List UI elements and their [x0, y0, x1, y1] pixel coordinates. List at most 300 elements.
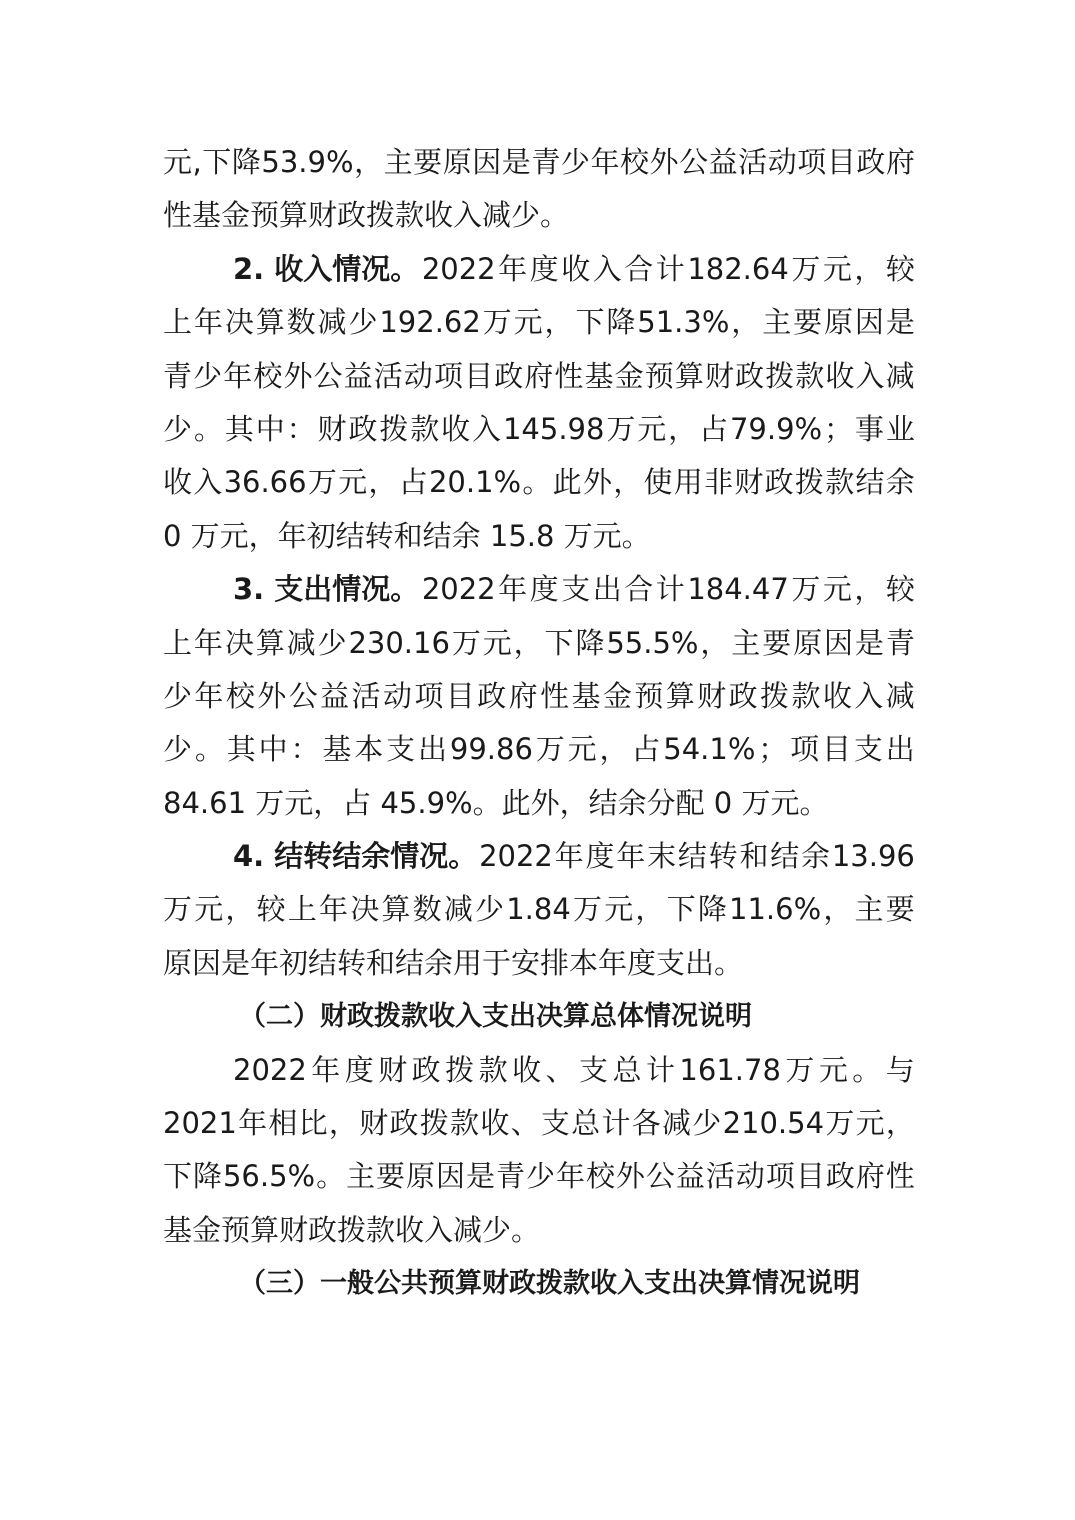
- glyph: 元: [855, 1106, 885, 1141]
- glyph: 款: [795, 358, 825, 393]
- glyph: 性: [885, 1159, 915, 1194]
- glyph: 55.5%: [606, 625, 699, 660]
- glyph: 动: [735, 1159, 765, 1194]
- text-line: [163, 243, 915, 296]
- text-line: [163, 189, 915, 242]
- glyph: 年: [498, 251, 528, 286]
- glyph: 业: [885, 411, 915, 446]
- glyph: 决: [224, 625, 254, 660]
- glyph: 用: [673, 465, 703, 500]
- text-line: [163, 403, 915, 456]
- glyph: 校: [225, 678, 255, 713]
- glyph: 基: [322, 732, 352, 767]
- glyph: 府: [508, 678, 538, 713]
- glyph: 。: [193, 411, 223, 446]
- glyph: 性: [554, 358, 584, 393]
- glyph: 少: [560, 145, 590, 179]
- glyph: 53.9%: [261, 145, 354, 179]
- glyph: 145.98: [502, 411, 605, 446]
- glyph: 与: [885, 1052, 915, 1087]
- glyph: 预: [644, 358, 674, 393]
- glyph: 青: [495, 1159, 525, 1194]
- glyph: 款: [791, 678, 821, 713]
- glyph: 年: [590, 145, 620, 179]
- glyph: 总: [571, 1106, 601, 1141]
- glyph: 2021: [163, 1106, 237, 1141]
- glyph: 原: [442, 145, 472, 179]
- glyph: 支: [853, 732, 883, 767]
- glyph: 相: [268, 1106, 298, 1141]
- glyph: 其: [226, 732, 256, 767]
- glyph: ；: [824, 411, 854, 446]
- glyph: 元: [604, 892, 634, 927]
- glyph: 2022: [421, 251, 496, 286]
- glyph: 活: [373, 358, 403, 393]
- glyph: 支: [561, 572, 591, 607]
- glyph: ，: [328, 1106, 358, 1141]
- glyph: 拨: [419, 1106, 449, 1141]
- glyph: 下: [202, 145, 232, 179]
- glyph: 是: [466, 1159, 496, 1194]
- glyph: 年: [193, 305, 223, 340]
- glyph: 降: [192, 1159, 222, 1194]
- glyph: ，: [354, 145, 384, 179]
- glyph: 元: [567, 732, 597, 767]
- glyph: 算: [255, 625, 285, 660]
- glyph: 政: [477, 678, 507, 713]
- glyph: 计: [655, 251, 685, 286]
- glyph: 较: [256, 892, 286, 927]
- glyph: 减: [885, 358, 915, 393]
- glyph: 是: [854, 625, 884, 660]
- glyph: 因: [472, 145, 502, 179]
- glyph: 款: [825, 465, 855, 500]
- text-line: [163, 350, 915, 403]
- glyph: 中: [258, 732, 288, 767]
- glyph: ，: [854, 251, 884, 286]
- glyph: 、: [545, 1052, 575, 1087]
- glyph: 入: [855, 358, 885, 393]
- glyph: 校: [619, 145, 649, 179]
- glyph: 预: [634, 678, 664, 713]
- glyph: 入: [592, 251, 622, 286]
- glyph: 降: [606, 305, 636, 340]
- line-text: 性基金预算财政拨款收入减少。: [163, 198, 570, 233]
- glyph: 下: [544, 625, 574, 660]
- glyph: ：: [286, 411, 316, 446]
- glyph: 2022: [479, 839, 553, 874]
- glyph: 主: [731, 625, 761, 660]
- glyph: 少: [692, 1106, 722, 1141]
- glyph: 。: [194, 732, 224, 767]
- glyph: 财: [317, 411, 347, 446]
- glyph: ；: [758, 732, 788, 767]
- glyph: 56.5%: [222, 1159, 316, 1194]
- glyph: 主: [854, 892, 884, 927]
- line-text: 基金预算财政拨款收入减少。: [163, 1212, 541, 1247]
- text-line: [163, 937, 915, 990]
- glyph: 计: [601, 1106, 631, 1141]
- glyph: 减: [286, 625, 316, 660]
- glyph: 主: [762, 305, 792, 340]
- glyph: 13.96: [831, 839, 915, 874]
- glyph: 府: [885, 145, 915, 179]
- glyph: 万: [163, 892, 193, 927]
- item-lead: 4. 结转结余情况。: [233, 839, 478, 874]
- line-text: 84.61 万元，占 45.9%。此外，结余分配 0 万元。: [163, 785, 829, 820]
- glyph: 入: [193, 465, 223, 500]
- glyph: 金: [614, 358, 644, 393]
- glyph: 年: [238, 1106, 268, 1141]
- glyph: 拨: [379, 411, 409, 446]
- glyph: 项: [790, 732, 820, 767]
- glyph: 非: [704, 465, 734, 500]
- line-text: 原因是年初结转和结余用于安排本年度支出。: [163, 945, 744, 980]
- glyph: 拨: [445, 1052, 475, 1087]
- glyph: 万: [535, 732, 565, 767]
- glyph: ，: [635, 892, 665, 927]
- glyph: 出: [418, 732, 448, 767]
- glyph: 决: [350, 892, 380, 927]
- glyph: 万: [825, 1106, 855, 1141]
- glyph: 款: [410, 411, 440, 446]
- glyph: 减: [443, 892, 473, 927]
- glyph: 结: [677, 839, 707, 874]
- glyph: 54.1%: [663, 732, 756, 767]
- glyph: 79.9%: [729, 411, 823, 446]
- glyph: 因: [436, 1159, 466, 1194]
- glyph: 上: [163, 625, 193, 660]
- glyph: 政: [389, 1106, 419, 1141]
- glyph: 款: [450, 1106, 480, 1141]
- glyph: ，: [823, 892, 853, 927]
- glyph: 度: [585, 839, 615, 874]
- glyph: 因: [824, 625, 854, 660]
- glyph: ，: [368, 465, 398, 500]
- glyph: 元: [163, 145, 193, 179]
- glyph: 项: [414, 678, 444, 713]
- glyph: 数: [412, 892, 442, 927]
- glyph: 万: [785, 1052, 815, 1087]
- glyph: 中: [255, 411, 285, 446]
- glyph: 万: [307, 465, 337, 500]
- glyph: ,: [192, 145, 202, 179]
- text-line: [163, 617, 915, 670]
- glyph: 收: [512, 1052, 542, 1087]
- glyph: ，: [700, 625, 730, 660]
- glyph: 动: [767, 145, 797, 179]
- glyph: 决: [224, 305, 254, 340]
- glyph: 外: [283, 358, 313, 393]
- glyph: 益: [708, 145, 738, 179]
- glyph: ：: [290, 732, 320, 767]
- glyph: 下: [666, 892, 696, 927]
- glyph: 是: [501, 145, 531, 179]
- glyph: 项: [797, 145, 827, 179]
- glyph: 36.66: [223, 465, 307, 500]
- text-line: [163, 136, 915, 189]
- glyph: 少: [525, 1159, 555, 1194]
- glyph: 支: [540, 1106, 570, 1141]
- glyph: 数: [286, 305, 316, 340]
- text-line: [163, 723, 915, 776]
- glyph: 公: [679, 145, 709, 179]
- glyph: 占: [699, 411, 729, 446]
- glyph: 目: [445, 678, 475, 713]
- glyph: 支: [386, 732, 416, 767]
- glyph: 活: [351, 678, 381, 713]
- glyph: 结: [770, 839, 800, 874]
- glyph: 支: [579, 1052, 609, 1087]
- glyph: 余: [885, 465, 915, 500]
- glyph: 20.1%: [428, 465, 522, 500]
- text-line: [163, 510, 915, 563]
- glyph: 原: [793, 625, 823, 660]
- text-line: [163, 830, 915, 883]
- glyph: 减: [662, 1106, 692, 1141]
- glyph: 年: [319, 892, 349, 927]
- glyph: 少: [317, 625, 347, 660]
- glyph: 计: [645, 1052, 675, 1087]
- glyph: 外: [582, 465, 612, 500]
- glyph: 。: [852, 1052, 882, 1087]
- glyph: 青: [531, 145, 561, 179]
- glyph: 益: [343, 358, 373, 393]
- glyph: 各: [631, 1106, 661, 1141]
- glyph: 99.86: [449, 732, 533, 767]
- glyph: 性: [540, 678, 570, 713]
- glyph: 要: [413, 145, 443, 179]
- glyph: 目: [795, 1159, 825, 1194]
- heading-text: （三）一般公共预算财政拨款收入支出决算情况说明: [239, 1268, 860, 1300]
- glyph: 和: [739, 839, 769, 874]
- glyph: 较: [885, 572, 915, 607]
- heading-text: （二）财政拨款收入支出决算总体情况说明: [239, 1001, 752, 1033]
- glyph: 计: [655, 572, 685, 607]
- glyph: 财: [378, 1052, 408, 1087]
- glyph: 算: [381, 892, 411, 927]
- text-line: [163, 670, 915, 723]
- glyph: 益: [675, 1159, 705, 1194]
- line-text: 0 万元，年初结转和结余 15.8 万元。: [163, 518, 651, 553]
- glyph: 政: [348, 411, 378, 446]
- glyph: 元: [513, 305, 543, 340]
- glyph: ，: [613, 465, 643, 500]
- glyph: 度: [344, 1052, 374, 1087]
- glyph: 外: [649, 145, 679, 179]
- glyph: 青: [163, 358, 193, 393]
- glyph: 出: [592, 572, 622, 607]
- glyph: 政: [494, 358, 524, 393]
- glyph: 年: [616, 839, 646, 874]
- glyph: 收: [822, 678, 852, 713]
- glyph: 收: [561, 251, 591, 286]
- glyph: 万: [451, 625, 481, 660]
- glyph: 动: [403, 358, 433, 393]
- section-heading: [163, 1257, 915, 1310]
- glyph: 要: [376, 1159, 406, 1194]
- glyph: 降: [697, 892, 727, 927]
- glyph: 收: [441, 411, 471, 446]
- glyph: 入: [854, 678, 884, 713]
- glyph: 公: [645, 1159, 675, 1194]
- glyph: 目: [826, 145, 856, 179]
- glyph: 减: [317, 305, 347, 340]
- glyph: 元: [482, 625, 512, 660]
- glyph: 政: [856, 145, 886, 179]
- glyph: 年: [223, 358, 253, 393]
- glyph: 少: [163, 678, 193, 713]
- glyph: 少: [193, 358, 223, 393]
- text-line: [163, 777, 915, 830]
- glyph: 元: [822, 572, 852, 607]
- glyph: 原: [406, 1159, 436, 1194]
- glyph: 合: [624, 251, 654, 286]
- section-heading: [163, 990, 915, 1043]
- glyph: 、: [510, 1106, 540, 1141]
- glyph: 降: [575, 625, 605, 660]
- glyph: 活: [738, 145, 768, 179]
- glyph: 元: [338, 465, 368, 500]
- glyph: 拨: [794, 465, 824, 500]
- glyph: 降: [231, 145, 261, 179]
- glyph: 万: [573, 892, 603, 927]
- glyph: 此: [552, 465, 582, 500]
- glyph: 益: [320, 678, 350, 713]
- glyph: 政: [825, 1159, 855, 1194]
- glyph: 算: [665, 678, 695, 713]
- glyph: 年: [554, 839, 584, 874]
- glyph: 活: [705, 1159, 735, 1194]
- glyph: 184.47: [687, 572, 789, 607]
- glyph: 基: [571, 678, 601, 713]
- glyph: 210.54: [722, 1106, 825, 1141]
- glyph: 主: [346, 1159, 376, 1194]
- glyph: 财: [704, 358, 734, 393]
- glyph: 结: [855, 465, 885, 500]
- glyph: 其: [224, 411, 254, 446]
- glyph: 上: [287, 892, 317, 927]
- glyph: ，: [599, 732, 629, 767]
- text-line: [163, 456, 915, 509]
- glyph: 总: [612, 1052, 642, 1087]
- glyph: 政: [411, 1052, 441, 1087]
- glyph: 本: [354, 732, 384, 767]
- glyph: 外: [615, 1159, 645, 1194]
- text-line: [163, 1044, 915, 1097]
- glyph: 青: [885, 625, 915, 660]
- glyph: ，: [731, 305, 761, 340]
- glyph: 收: [163, 465, 193, 500]
- glyph: 款: [478, 1052, 508, 1087]
- glyph: 192.62: [379, 305, 481, 340]
- glyph: 算: [674, 358, 704, 393]
- glyph: 年: [311, 1052, 341, 1087]
- glyph: 基: [584, 358, 614, 393]
- glyph: 元: [194, 892, 224, 927]
- glyph: 项: [765, 1159, 795, 1194]
- glyph: 下: [575, 305, 605, 340]
- glyph: ，: [513, 625, 543, 660]
- glyph: 上: [163, 305, 193, 340]
- glyph: 下: [163, 1159, 193, 1194]
- glyph: 万: [482, 305, 512, 340]
- glyph: 公: [313, 358, 343, 393]
- glyph: 主: [383, 145, 413, 179]
- glyph: 161.78: [679, 1052, 781, 1087]
- glyph: 算: [255, 305, 285, 340]
- glyph: 因: [854, 305, 884, 340]
- glyph: 要: [793, 305, 823, 340]
- glyph: 元: [637, 411, 667, 446]
- item-lead: 3. 支出情况。: [233, 572, 420, 607]
- glyph: ，: [854, 572, 884, 607]
- glyph: 年: [193, 625, 223, 660]
- glyph: 万: [791, 251, 821, 286]
- glyph: 合: [624, 572, 654, 607]
- glyph: 元: [818, 1052, 848, 1087]
- glyph: 比: [298, 1106, 328, 1141]
- glyph: 拨: [760, 678, 790, 713]
- glyph: 年: [498, 572, 528, 607]
- glyph: 182.64: [687, 251, 789, 286]
- glyph: 是: [885, 305, 915, 340]
- glyph: 收: [480, 1106, 510, 1141]
- glyph: ，: [668, 411, 698, 446]
- text-line: [163, 1150, 915, 1203]
- glyph: 政: [728, 678, 758, 713]
- glyph: 财: [359, 1106, 389, 1141]
- glyph: ，: [544, 305, 574, 340]
- glyph: 2022: [233, 1052, 307, 1087]
- glyph: 少: [348, 305, 378, 340]
- text-line: [163, 1097, 915, 1150]
- glyph: 政: [735, 358, 765, 393]
- glyph: 2022: [421, 572, 496, 607]
- glyph: 230.16: [348, 625, 450, 660]
- glyph: 要: [885, 892, 915, 927]
- text-line: [163, 296, 915, 349]
- glyph: 目: [464, 358, 494, 393]
- glyph: 元: [822, 251, 852, 286]
- glyph: 度: [529, 572, 559, 607]
- glyph: 目: [822, 732, 852, 767]
- text-line: [163, 563, 915, 616]
- glyph: 。: [316, 1159, 346, 1194]
- glyph: 11.6%: [729, 892, 822, 927]
- glyph: 万: [791, 572, 821, 607]
- text-line: [163, 883, 915, 936]
- glyph: ，: [225, 892, 255, 927]
- glyph: 要: [762, 625, 792, 660]
- glyph: 使: [643, 465, 673, 500]
- glyph: 动: [382, 678, 412, 713]
- item-lead: 2. 收入情况。: [233, 251, 420, 286]
- glyph: 校: [253, 358, 283, 393]
- glyph: 府: [855, 1159, 885, 1194]
- glyph: 财: [697, 678, 727, 713]
- glyph: 少: [163, 732, 193, 767]
- document-page: [163, 136, 915, 1311]
- glyph: 府: [524, 358, 554, 393]
- glyph: 度: [529, 251, 559, 286]
- glyph: 末: [647, 839, 677, 874]
- glyph: 原: [824, 305, 854, 340]
- glyph: 金: [602, 678, 632, 713]
- glyph: 事: [854, 411, 884, 446]
- glyph: 。: [522, 465, 552, 500]
- glyph: 余: [801, 839, 831, 874]
